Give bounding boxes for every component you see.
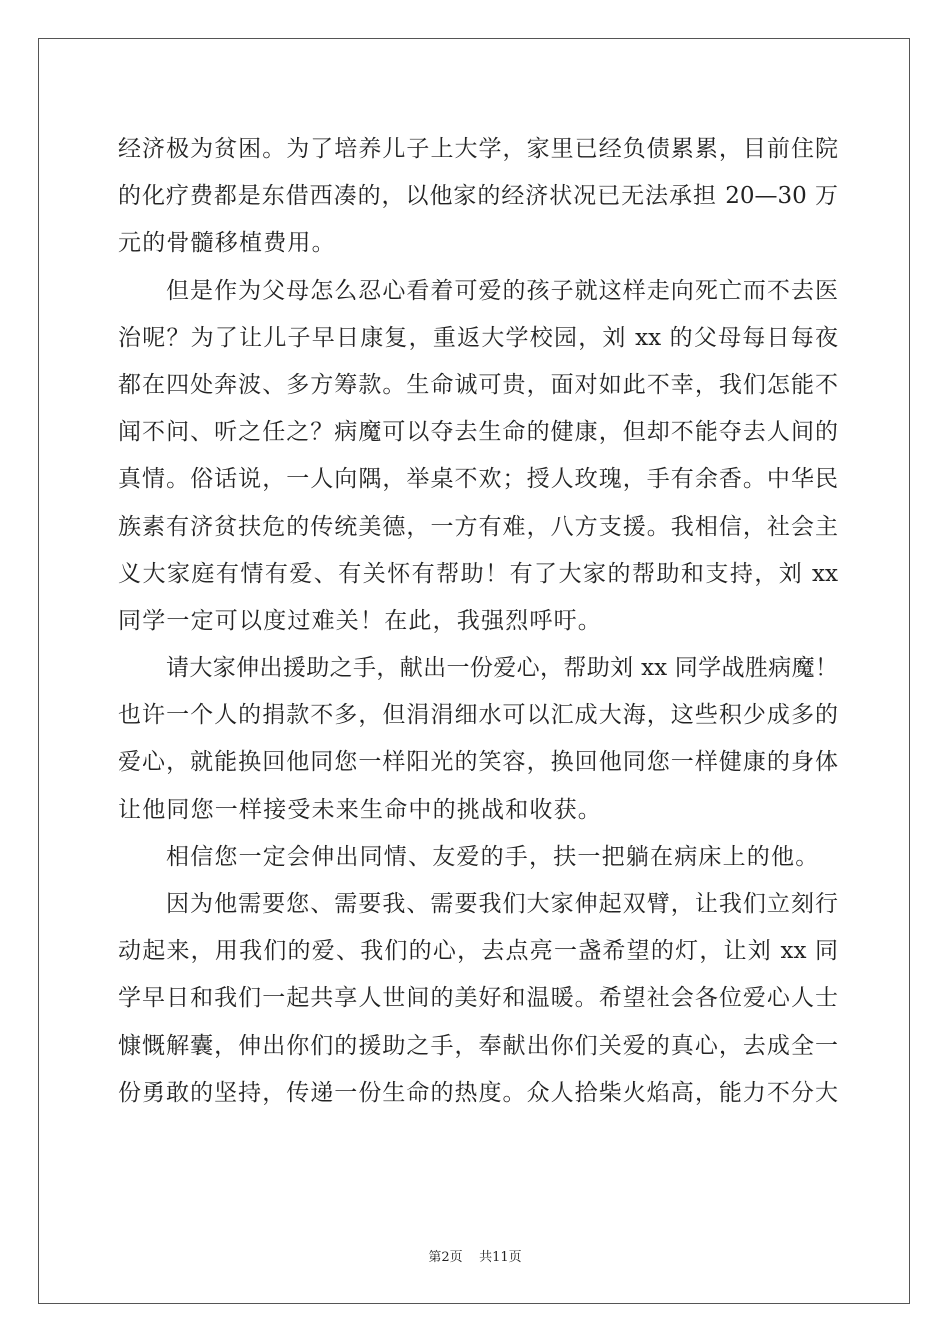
text-line: 相信您一定会伸出同情、友爱的手，扶一把躺在病床上的他。	[166, 843, 820, 870]
text-line: 同学一定可以度过难关！在此，我强烈呼吁。	[118, 607, 602, 634]
text-line: 请大家伸出援助之手，献出一份爱心，帮助刘 xx 同学战胜病魔！	[166, 655, 838, 682]
text-line: 义大家庭有情有爱、有关怀有帮助！有了大家的帮助和支持，刘 xx	[118, 560, 838, 587]
text-line: 的化疗费都是东借西凑的，以他家的经济状况已无法承担 20—30 万	[118, 183, 838, 210]
text-line: 因为他需要您、需要我、需要我们大家伸起双臂，让我们立刻行	[166, 891, 838, 917]
text-line: 慷慨解囊，伸出你们的援助之手，奉献出你们关爱的真心，去成全一	[118, 1032, 838, 1059]
text-line: 都在四处奔波、多方筹款。生命诚可贵，面对如此不幸，我们怎能不	[118, 371, 838, 398]
text-line: 份勇敢的坚持，传递一份生命的热度。众人拾柴火焰高，能力不分大	[118, 1079, 838, 1106]
page-footer	[0, 1246, 950, 1265]
text-line: 动起来，用我们的爱、我们的心，去点亮一盏希望的灯，让刘 xx 同	[118, 938, 838, 965]
text-line: 也许一个人的捐款不多，但涓涓细水可以汇成大海，这些积少成多的	[118, 702, 838, 729]
page-number: 第2页	[428, 1250, 463, 1265]
document-body	[118, 126, 838, 1117]
text-line: 真情。俗话说，一人向隅，举桌不欢；授人玫瑰，手有余香。中华民	[118, 466, 838, 493]
text-line: 让他同您一样接受未来生命中的挑战和收获。	[118, 796, 602, 823]
text-line: 闻不问、听之任之？病魔可以夺去生命的健康，但却不能夺去人间的	[118, 419, 838, 446]
text-line: 族素有济贫扶危的传统美德，一方有难，八方支援。我相信，社会主	[118, 513, 838, 540]
total-pages: 共11页	[479, 1250, 522, 1265]
text-line: 经济极为贫困。为了培养儿子上大学，家里已经负债累累，目前住院	[118, 136, 838, 162]
text-line: 但是作为父母怎么忍心看着可爱的孩子就这样走向死亡而不去医	[166, 277, 838, 304]
text-line: 治呢？为了让儿子早日康复，重返大学校园，刘 xx 的父母每日每夜	[118, 324, 838, 351]
text-line: 爱心，就能换回他同您一样阳光的笑容，换回他同您一样健康的身体	[118, 749, 838, 776]
text-line: 元的骨髓移植费用。	[118, 230, 336, 257]
text-line: 学早日和我们一起共享人世间的美好和温暖。希望社会各位爱心人士	[118, 985, 838, 1012]
